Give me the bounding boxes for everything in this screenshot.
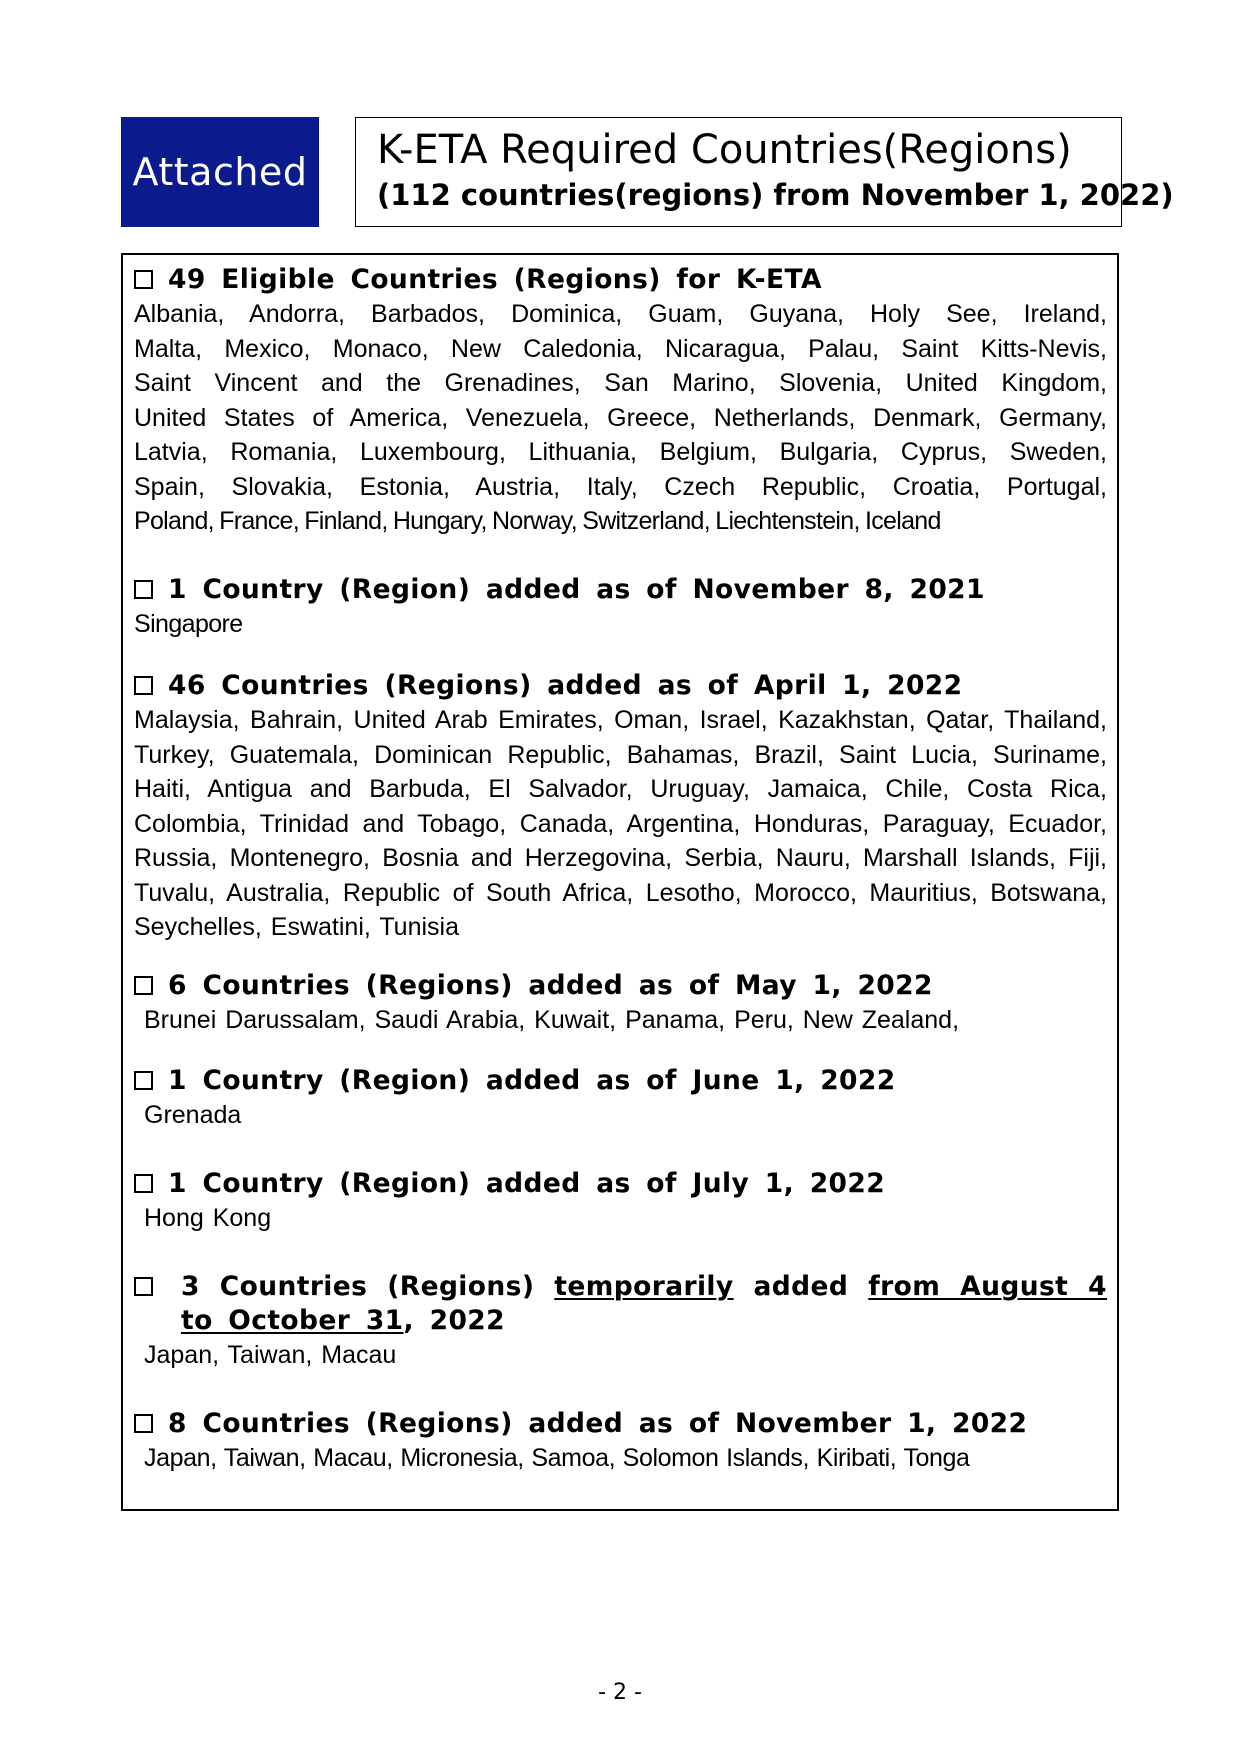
section-temporary — [134, 1270, 1107, 1373]
country-list: Japan, Taiwan, Macau, Micronesia, Samoa, Solomon Islands, Kiribati, Tonga — [144, 1444, 970, 1472]
country-line: Spain, Slovakia, Estonia, Austria, Italy, Czech Republic, Croatia, Portugal, — [134, 472, 1107, 501]
country-line: Poland, France, Finland, Hungary, Norway, Switzerland, Liechtenstein, Iceland — [134, 507, 941, 535]
country-list-box — [121, 253, 1119, 1511]
country-list: Grenada — [144, 1101, 242, 1129]
section-heading: 1 Country (Region) added as of June 1, 2022 — [134, 1064, 1107, 1098]
section-jun-2022 — [134, 1064, 1107, 1133]
country-list: Singapore — [134, 610, 243, 638]
page-number: - 2 - — [598, 1680, 642, 1705]
attached-badge: Attached — [121, 117, 319, 227]
section-heading: 6 Countries (Regions) added as of May 1, 2022 — [134, 969, 1107, 1003]
section-heading: 46 Countries (Regions) added as of April 1, 2022 — [134, 669, 1107, 703]
country-line: United States of America, Venezuela, Greece, Netherlands, Denmark, Germany, — [134, 403, 1107, 432]
checkbox-square-icon — [134, 1071, 153, 1090]
section-may-2022 — [134, 969, 1107, 1038]
country-list — [134, 297, 1107, 539]
country-line: Albania, Andorra, Barbados, Dominica, Guam, Guyana, Holy See, Ireland, — [134, 300, 1107, 328]
country-list: Malaysia, Bahrain, United Arab Emirates, Oman, Israel, Kazakhstan, Qatar, Thailand, Turkey, Guatemala, Dominican Republic, Bahamas, Brazil, Saint Lucia, Suriname, Haiti, Antigua and Barbuda, El Salvador, Uruguay, Jamaica, Chile, Costa Rica, Colombia, Trinidad and Tobago, Canada, Argentina, Honduras, Paraguay, Ecuador, Russia, Montenegro, Bosnia and Herzegovina, Serbia, Nauru, Marshall Islands, Fiji, Tuvalu, Australia, Republic of South Africa, Lesotho, Morocco, Mauritius, Botswana, Seychelles, Eswatini, Tunisia — [134, 706, 1107, 941]
country-line: Latvia, Romania, Luxembourg, Lithuania, Belgium, Bulgaria, Cyprus, Sweden, — [134, 438, 1107, 466]
country-line: Saint Vincent and the Grenadines, San Marino, Slovenia, United Kingdom, — [134, 369, 1107, 397]
country-line: Malta, Mexico, Monaco, New Caledonia, Nicaragua, Palau, Saint Kitts-Nevis, — [134, 334, 1107, 363]
checkbox-square-icon — [134, 270, 153, 289]
country-list: Hong Kong — [144, 1204, 272, 1232]
section-nov-2021 — [134, 573, 1107, 642]
checkbox-square-icon — [134, 676, 153, 695]
section-nov-2022 — [134, 1407, 1107, 1476]
page-subtitle: (112 countries(regions) from November 1, 2022) — [377, 178, 1174, 212]
page-title: K-ETA Required Countries(Regions) — [377, 127, 1072, 173]
country-list: Brunei Darussalam, Saudi Arabia, Kuwait, Panama, Peru, New Zealand, — [144, 1006, 960, 1034]
section-eligible — [134, 263, 1107, 539]
checkbox-square-icon — [134, 976, 153, 995]
section-heading: 3 Countries (Regions) temporarily added from August 4 to October 31, 2022 — [134, 1270, 1107, 1338]
checkbox-square-icon — [134, 1174, 153, 1193]
checkbox-square-icon — [134, 1414, 153, 1433]
checkbox-square-icon — [134, 580, 153, 599]
section-heading: 8 Countries (Regions) added as of November 1, 2022 — [134, 1407, 1107, 1441]
title-box — [355, 117, 1174, 227]
section-heading: 49 Eligible Countries (Regions) for K-ETA — [134, 263, 1107, 297]
section-heading: 1 Country (Region) added as of July 1, 2022 — [134, 1167, 1107, 1201]
section-apr-2022 — [134, 669, 1107, 945]
checkbox-square-icon — [134, 1277, 153, 1296]
section-heading: 1 Country (Region) added as of November 8, 2021 — [134, 573, 1107, 607]
country-list: Japan, Taiwan, Macau — [144, 1341, 397, 1369]
section-jul-2022 — [134, 1167, 1107, 1236]
